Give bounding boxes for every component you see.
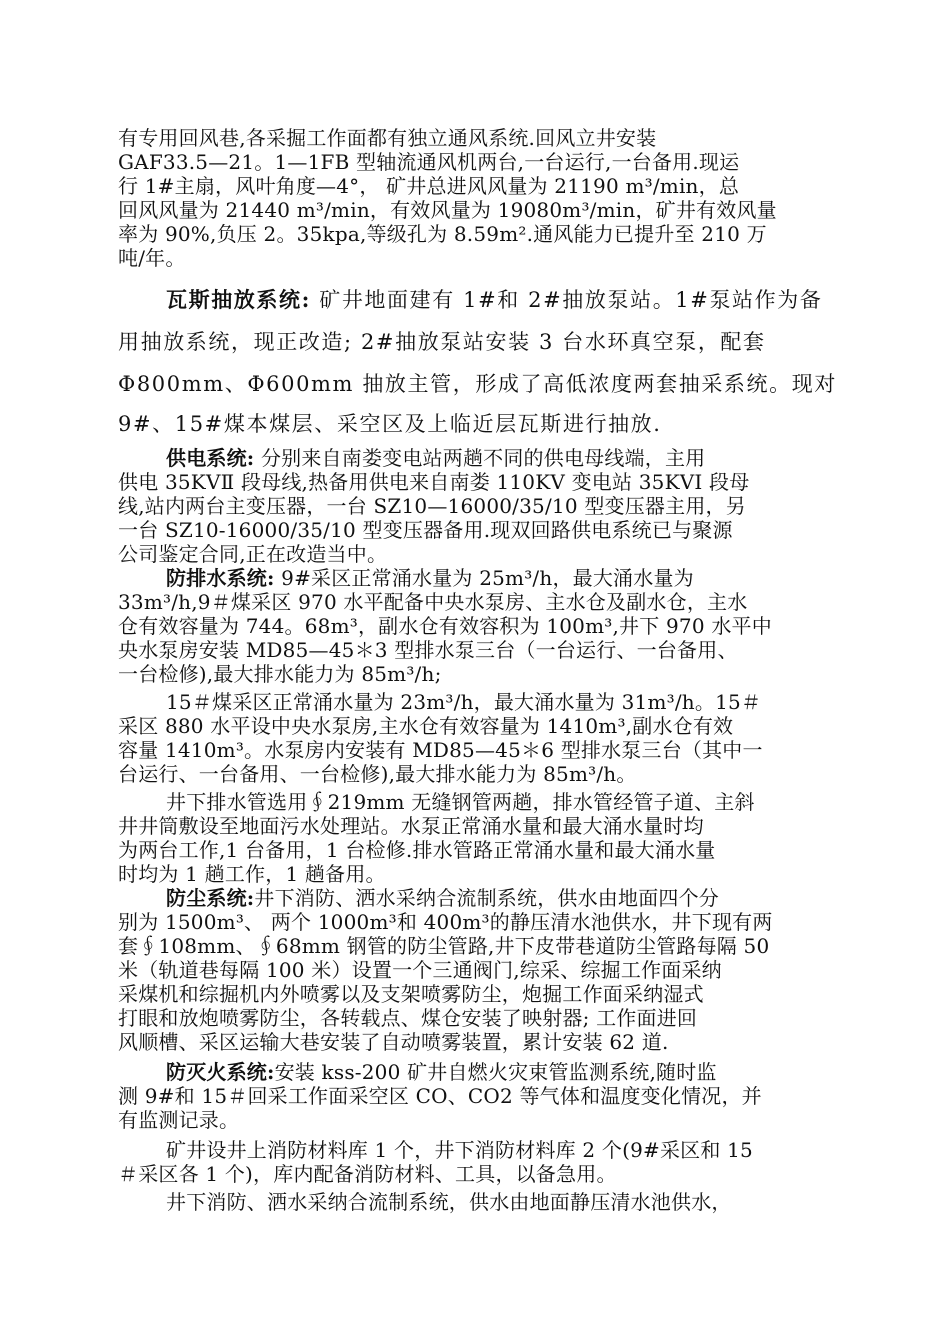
text-line <box>166 566 846 590</box>
text-line: 有专用回风巷,各采掘工作面都有独立通风系统.回风立井安装 <box>118 126 657 150</box>
text-line: 采区 880 水平设中央水泵房,主水仓有效容量为 1410m³,副水仓有效 <box>118 714 734 738</box>
section-heading-drainage: 防排水系统: <box>166 566 275 590</box>
text-line <box>166 446 846 470</box>
text-line: 率为 90%,负压 2。35kpa,等级孔为 8.59m².通风能力已提升至 210 万 <box>118 222 767 246</box>
text-line: 台运行、一台备用、一台检修),最大排水能力为 85m³/h。 <box>118 762 637 786</box>
text-line: 线,站内两台主变压器，一台 SZ10—16000/35/10 型变压器主用，另 <box>118 494 746 518</box>
text-line: 供电 35KVⅡ 段母线,热备用供电来自南娄 110KV 变电站 35KVⅠ 段母 <box>118 470 750 494</box>
text-line: 井井筒敷设至地面污水处理站。水泵正常涌水量和最大涌水量时均 <box>118 814 704 838</box>
text-line: 井下排水管选用∮219mm 无缝钢管两趟，排水管经管子道、主斜 <box>166 790 755 814</box>
section-heading-gas: 瓦斯抽放系统: <box>166 287 311 312</box>
text-span: 安装 kss-200 矿井自燃火灾束管监测系统,随时监 <box>274 1060 717 1084</box>
text-line: 容量 1410m³。水泵房内安装有 MD85—45＊6 型排水泵三台（其中一 <box>118 738 763 762</box>
text-line: 9#、15#煤本煤层、采空区及上临近层瓦斯进行抽放. <box>118 412 662 436</box>
text-line: 回风风量为 21440 m³/min，有效风量为 19080m³/min，矿井有效风量 <box>118 198 777 222</box>
text-line: 央水泵房安装 MD85—45＊3 型排水泵三台（一台运行、一台备用、 <box>118 638 738 662</box>
text-line: 一台检修),最大排水能力为 85m³/h; <box>118 662 442 686</box>
text-line <box>166 886 846 910</box>
text-line: 矿井设井上消防材料库 1 个，井下消防材料库 2 个(9#采区和 15 <box>166 1138 753 1162</box>
text-line: 吨/年。 <box>118 246 186 270</box>
text-span: 9#采区正常涌水量为 25m³/h，最大涌水量为 <box>274 566 694 590</box>
text-line: 为两台工作,1 台备用，1 台检修.排水管路正常涌水量和最大涌水量 <box>118 838 716 862</box>
text-line: 打眼和放炮喷雾防尘，各转载点、煤仓安装了映射器; 工作面进回 <box>118 1006 698 1030</box>
text-line <box>166 288 846 312</box>
text-line: 套∮108mm、∮68mm 钢管的防尘管路,井下皮带巷道防尘管路每隔 50 <box>118 934 770 958</box>
text-line: 15＃煤采区正常涌水量为 23m³/h，最大涌水量为 31m³/h。15＃ <box>166 690 762 714</box>
text-line: 有监测记录。 <box>118 1108 240 1132</box>
text-line: ＃采区各 1 个)，库内配备消防材料、工具，以备急用。 <box>118 1162 617 1186</box>
text-line: 米（轨道巷每隔 100 米）设置一个三通阀门,综采、综掘工作面采纳 <box>118 958 722 982</box>
section-heading-power: 供电系统: <box>166 446 255 470</box>
section-heading-fire: 防灭火系统: <box>166 1060 275 1084</box>
text-line: Φ800mm、Φ600mm 抽放主管，形成了高低浓度两套抽采系统。现对 <box>118 372 837 396</box>
text-line: GAF33.5—21。1—1FB 型轴流通风机两台,一台运行,一台备用.现运 <box>118 150 740 174</box>
text-line: 用抽放系统，现正改造; 2#抽放泵站安装 3 台水环真空泵，配套 <box>118 330 766 354</box>
text-line: 风顺槽、采区运输大巷安装了自动喷雾装置，累计安装 62 道. <box>118 1030 669 1054</box>
text-span: 分别来自南娄变电站两趟不同的供电母线端，主用 <box>254 446 706 470</box>
text-line: 采煤机和综掘机内外喷雾以及支架喷雾防尘，炮掘工作面采纳湿式 <box>118 982 704 1006</box>
text-line: 仓有效容量为 744。68m³，副水仓有效容积为 100m³,井下 970 水平中 <box>118 614 772 638</box>
text-line: 井下消防、洒水采纳合流制系统，供水由地面静压清水池供水， <box>166 1190 732 1214</box>
text-line: 别为 1500m³、 两个 1000m³和 400m³的静压清水池供水，井下现有两 <box>118 910 773 934</box>
text-line: 一台 SZ10-16000/35/10 型变压器备用.现双回路供电系统已与聚源 <box>118 518 733 542</box>
section-heading-dust: 防尘系统: <box>166 886 255 910</box>
text-line: 公司鉴定合同,正在改造当中。 <box>118 542 388 566</box>
text-line: 时均为 1 趟工作，1 趟备用。 <box>118 862 386 886</box>
text-line: 行 1#主扇，风叶角度—4°， 矿井总进风风量为 21190 m³/min，总 <box>118 174 740 198</box>
text-line: 33m³/h,9＃煤采区 970 水平配备中央水泵房、主水仓及副水仓，主水 <box>118 590 748 614</box>
text-line: 测 9#和 15＃回采工作面采空区 CO、CO2 等气体和温度变化情况，并 <box>118 1084 762 1108</box>
text-span: 井下消防、洒水采纳合流制系统，供水由地面四个分 <box>254 886 719 910</box>
text-span: 矿井地面建有 1#和 2#抽放泵站。1#泵站作为备 <box>310 288 823 312</box>
text-line <box>166 1060 846 1084</box>
